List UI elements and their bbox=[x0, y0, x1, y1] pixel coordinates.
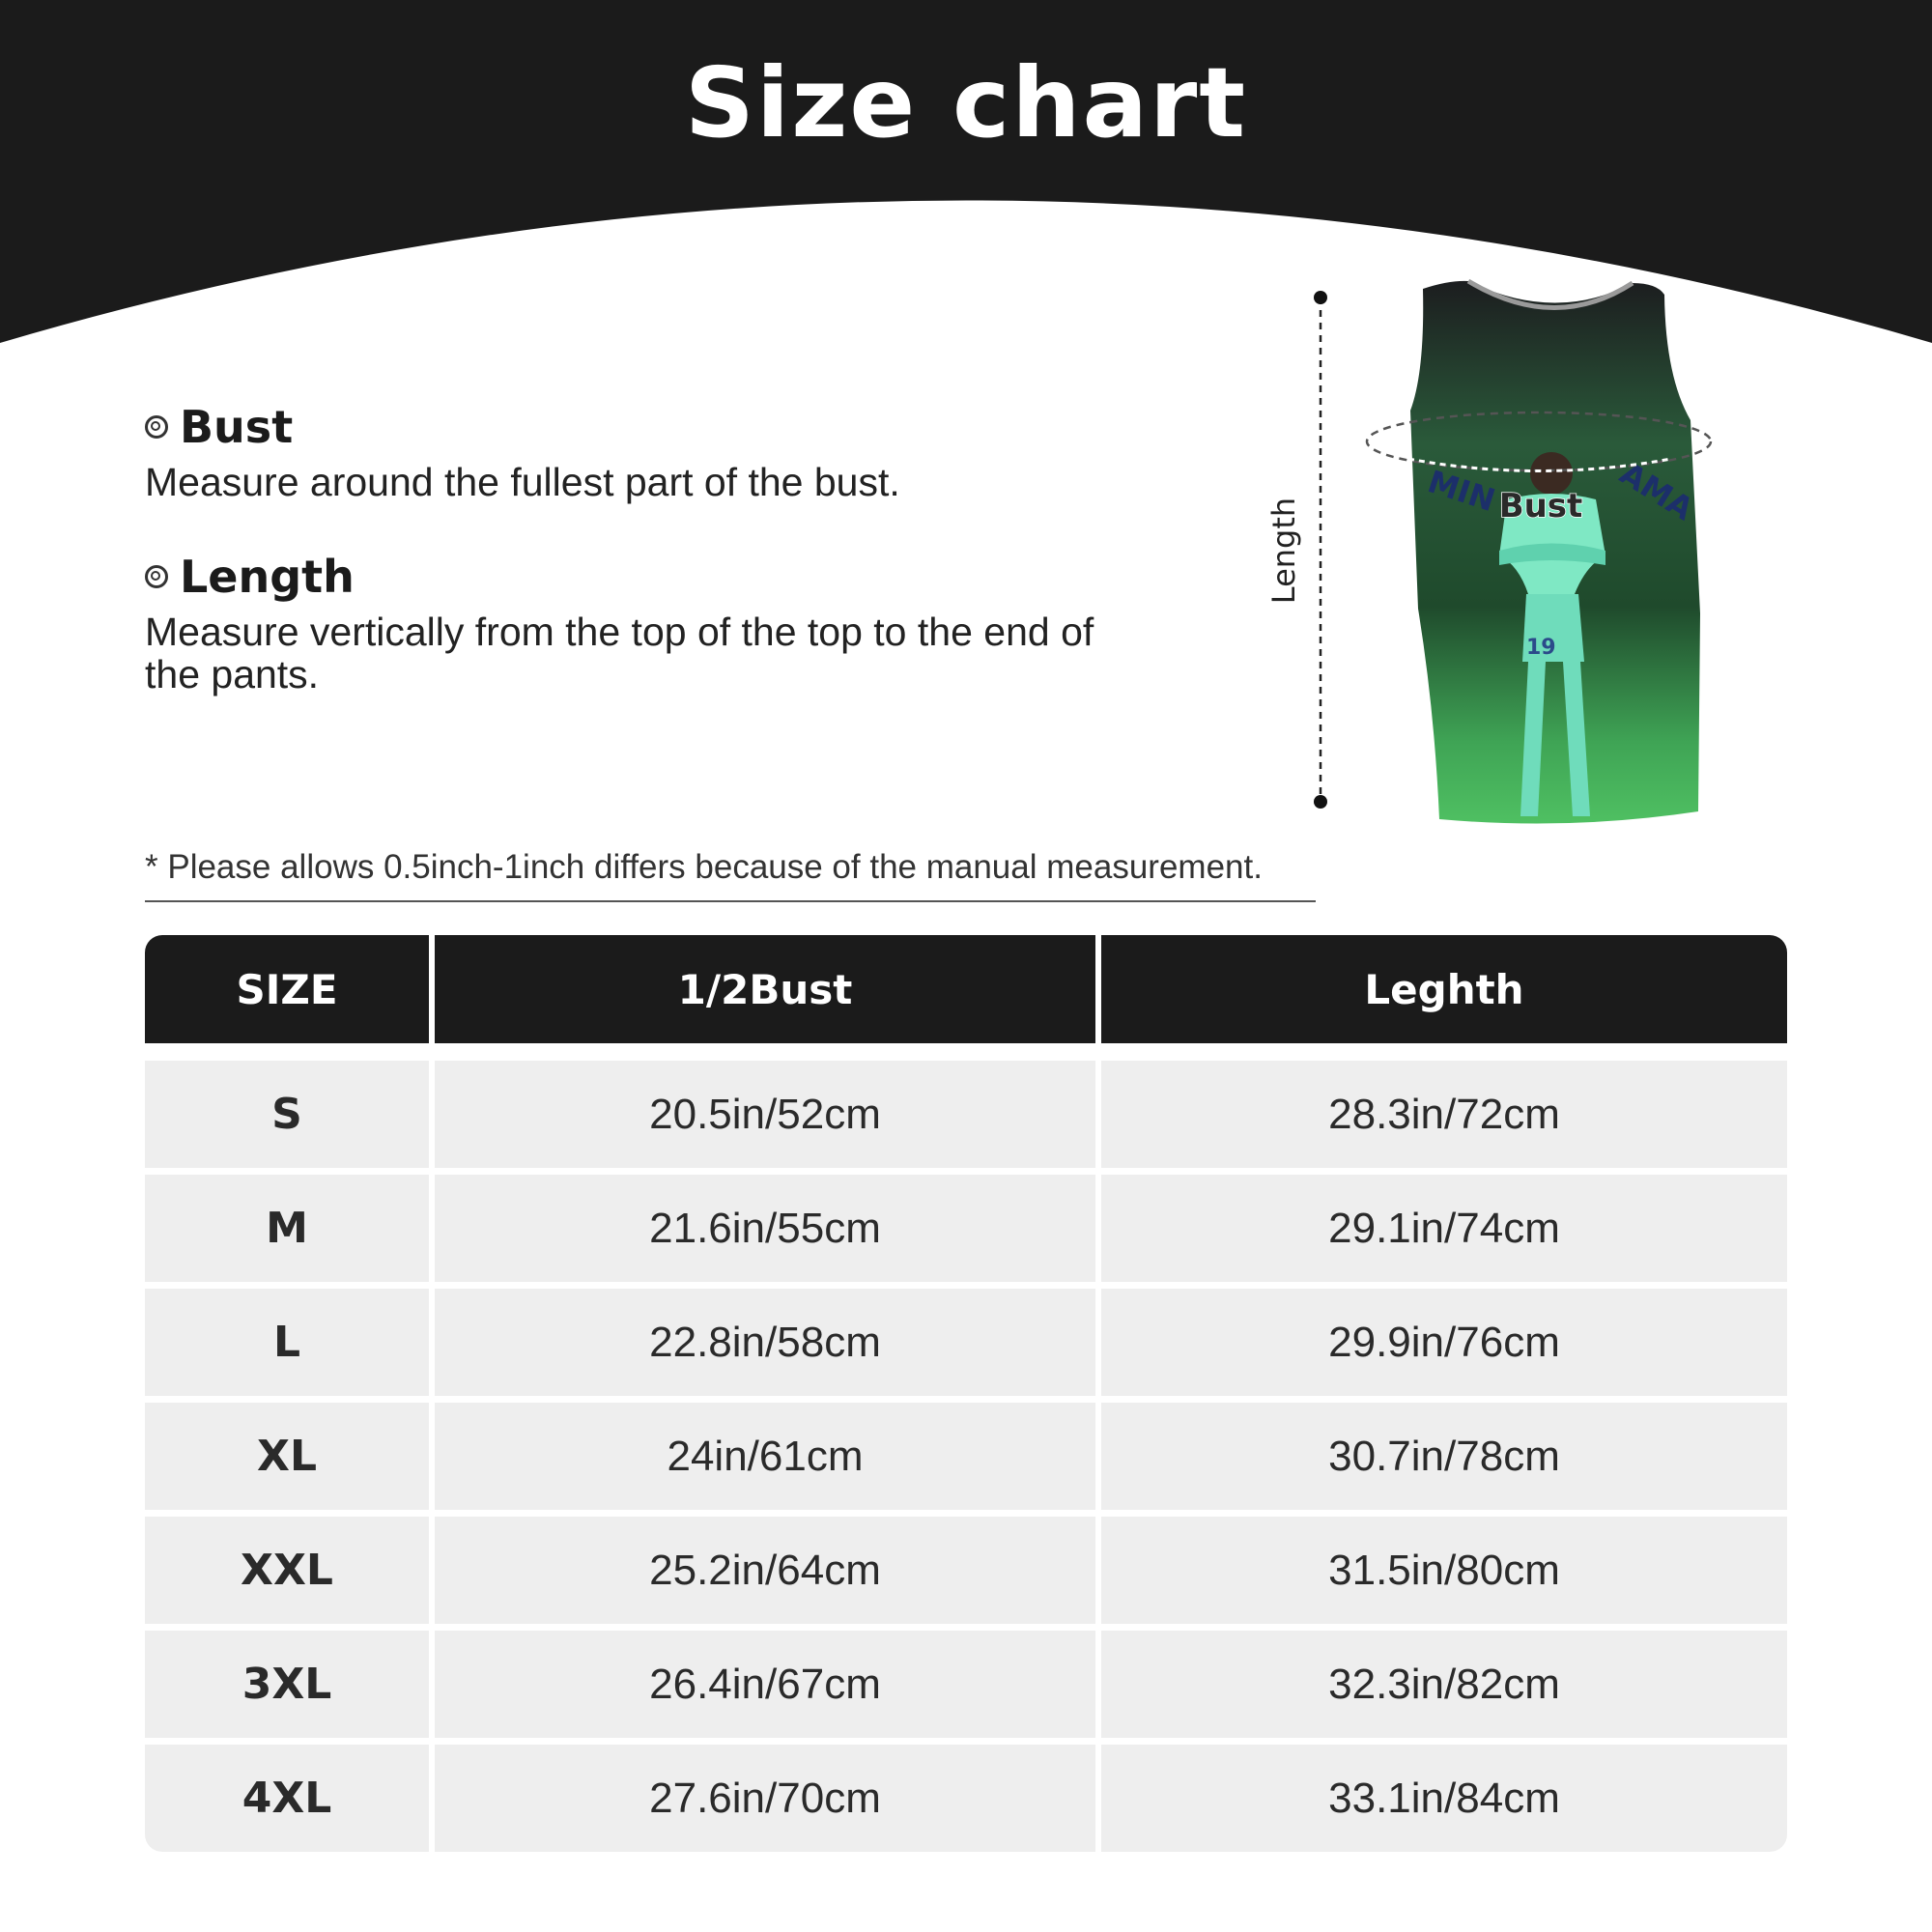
length-start-dot bbox=[1314, 291, 1327, 304]
circle-bullet-icon bbox=[145, 415, 168, 439]
measurement-note: * Please allows 0.5inch-1inch differs because of the manual measurement. bbox=[145, 848, 1316, 902]
size-cell: M bbox=[145, 1175, 435, 1289]
length-end-dot bbox=[1314, 795, 1327, 809]
length-heading bbox=[145, 551, 1111, 603]
table-row bbox=[145, 1061, 1787, 1175]
size-cell: S bbox=[145, 1061, 435, 1175]
length-instruction bbox=[145, 551, 1111, 696]
circle-bullet-icon bbox=[145, 565, 168, 588]
size-cell: L bbox=[145, 1289, 435, 1403]
table-row bbox=[145, 1175, 1787, 1289]
length-cell: 30.7in/78cm bbox=[1101, 1403, 1787, 1517]
table-header-row bbox=[145, 935, 1787, 1061]
jersey-number: 19 bbox=[1526, 636, 1556, 660]
bust-instruction bbox=[145, 401, 1111, 503]
length-cell: 29.9in/76cm bbox=[1101, 1289, 1787, 1403]
page-title: Size chart bbox=[684, 46, 1248, 159]
bust-cell: 21.6in/55cm bbox=[435, 1175, 1101, 1289]
bust-cell: 26.4in/67cm bbox=[435, 1631, 1101, 1745]
table-row bbox=[145, 1289, 1787, 1403]
header-length: Leghth bbox=[1101, 935, 1787, 1061]
bust-cell: 27.6in/70cm bbox=[435, 1745, 1101, 1852]
bust-label: Bust bbox=[1498, 487, 1583, 526]
length-description: Measure vertically from the top of the top to the end of the pants. bbox=[145, 610, 1094, 696]
bust-description: Measure around the fullest part of the bust. bbox=[145, 460, 900, 504]
bust-cell: 22.8in/58cm bbox=[435, 1289, 1101, 1403]
bust-title: Bust bbox=[180, 401, 294, 453]
bust-cell: 24in/61cm bbox=[435, 1403, 1101, 1517]
size-cell: XXL bbox=[145, 1517, 435, 1631]
length-cell: 33.1in/84cm bbox=[1101, 1745, 1787, 1852]
size-cell: 3XL bbox=[145, 1631, 435, 1745]
header-size: SIZE bbox=[145, 935, 435, 1061]
table-row bbox=[145, 1745, 1787, 1852]
tank-top-diagram bbox=[1246, 275, 1729, 836]
jersey-print-left: MIN bbox=[1423, 463, 1500, 520]
length-cell: 32.3in/82cm bbox=[1101, 1631, 1787, 1745]
length-cell: 31.5in/80cm bbox=[1101, 1517, 1787, 1631]
bust-heading bbox=[145, 401, 1111, 453]
size-table bbox=[145, 935, 1787, 1852]
length-cell: 29.1in/74cm bbox=[1101, 1175, 1787, 1289]
table-row bbox=[145, 1403, 1787, 1517]
size-cell: XL bbox=[145, 1403, 435, 1517]
table-row bbox=[145, 1517, 1787, 1631]
length-cell: 28.3in/72cm bbox=[1101, 1061, 1787, 1175]
jersey-print-right: AMA bbox=[1613, 454, 1700, 528]
table-row bbox=[145, 1631, 1787, 1745]
size-cell: 4XL bbox=[145, 1745, 435, 1852]
header-half-bust: 1/2Bust bbox=[435, 935, 1101, 1061]
length-title: Length bbox=[180, 551, 355, 603]
bust-cell: 20.5in/52cm bbox=[435, 1061, 1101, 1175]
length-label: Length bbox=[1265, 497, 1302, 605]
bust-cell: 25.2in/64cm bbox=[435, 1517, 1101, 1631]
